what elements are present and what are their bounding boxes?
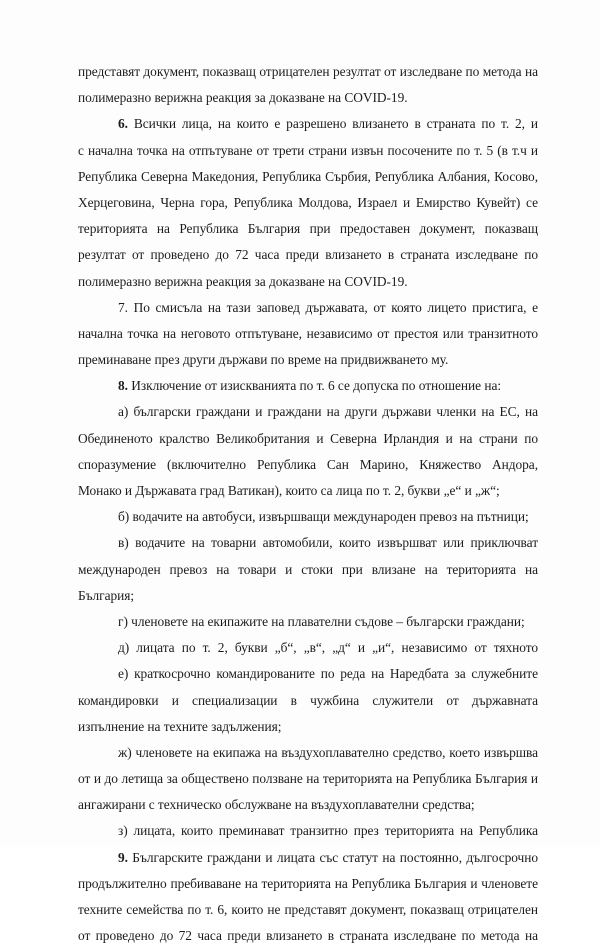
line-text: с начална точка на отпътуване от трети страни извън посочените по т. 5 (в т.ч и [78, 142, 538, 158]
line-text: г) членовете на екипажите на плавателни съдове – български граждани; [118, 613, 525, 629]
text-line [78, 504, 538, 530]
line-text: з) лицата, които преминават транзитно през територията на Република [118, 823, 538, 839]
text-line [78, 583, 538, 609]
line-text: Херцеговина, Черна гора, Република Молдова, Израел и Емирство Кувейт) се [78, 194, 538, 210]
line-text: в) водачите на товарни автомобили, които извършват или приключват [118, 535, 538, 551]
paragraph-number: 7. [118, 299, 128, 315]
text-line [78, 635, 538, 661]
text-line [78, 897, 538, 923]
text-line [78, 373, 538, 399]
text-line [78, 399, 538, 425]
text-line [78, 216, 538, 242]
text-line [78, 478, 538, 504]
line-text: б) водачите на автобуси, извършващи международен превоз на пътници; [118, 509, 529, 525]
text-line [78, 661, 538, 687]
line-text: полимеразно верижна реакция за доказване на COVID-19. [78, 273, 408, 289]
line-text: ж) членовете на екипажа на въздухоплавателно средство, което извършва [118, 744, 538, 760]
text-line [78, 59, 538, 85]
line-text: командировки и специализации в чужбина служители от държавната [78, 692, 538, 708]
text-line [78, 85, 538, 111]
text-line [78, 688, 538, 714]
line-text: а) български граждани и граждани на други държави членки на ЕС, на [118, 404, 538, 420]
text-line [78, 792, 538, 818]
line-text: Обединеното кралство Великобритания и Северна Ирландия и на страни по [78, 430, 538, 446]
text-line [78, 295, 538, 321]
document-body [78, 59, 538, 949]
text-line [78, 609, 538, 635]
text-line [78, 452, 538, 478]
text-line [78, 923, 538, 949]
text-line [78, 845, 538, 871]
line-text: от проведено до 72 часа преди влизането в страната изследване по метода на [78, 928, 538, 944]
line-text: споразумение (включително Република Сан Марино, Княжество Андора, [78, 456, 538, 472]
line-text: полимеразно верижна реакция за доказване на COVID-19. [78, 90, 408, 106]
text-line [78, 557, 538, 583]
text-line [78, 138, 538, 164]
paragraph-number: 9. [118, 849, 128, 865]
line-text: изпълнение на техните задължения; [78, 718, 282, 734]
text-line [78, 242, 538, 268]
text-line [78, 269, 538, 295]
line-text: Република Северна Македония, Република Сърбия, Република Албания, Косово, [78, 168, 538, 184]
line-text: територията на Република България при предоставен документ, показващ [78, 221, 538, 237]
line-text: България; [78, 587, 135, 603]
line-text: ангажирани с техническо обслужване на въздухоплавателни средства; [78, 797, 475, 813]
text-line [78, 111, 538, 137]
line-text: международен превоз на товари и стоки при влизане на територията на [78, 561, 538, 577]
text-line [78, 426, 538, 452]
line-text: от и до летища за обществено ползване на територията на Република България и [78, 771, 538, 787]
line-text: Всички лица, на които е разрешено влизането в страната по т. 2, и [133, 116, 538, 132]
paragraph-number: 8. [118, 378, 128, 394]
line-text: Монако и Държавата град Ватикан), които са лица по т. 2, букви „е“ и „ж“; [78, 483, 500, 498]
line-text: резултат от проведено до 72 часа преди влизането в страната изследване по [78, 247, 538, 263]
text-line [78, 347, 538, 373]
text-line [78, 164, 538, 190]
text-line [78, 714, 538, 740]
line-text: По смисъла на тази заповед държавата, от която лицето пристига, е [133, 299, 538, 315]
paragraph-number: 6. [118, 116, 128, 132]
line-text: е) краткосрочно командированите по реда на Наредбата за служебните [118, 666, 538, 682]
line-text: Българските граждани и лицата със статут на постоянно, дългосрочно [132, 849, 538, 865]
text-line [78, 740, 538, 766]
text-line [78, 190, 538, 216]
line-text: Изключение от изискванията по т. 6 се допуска по отношение на: [127, 378, 502, 394]
line-text: преминаване през други държави по време на придвижването му. [78, 352, 449, 368]
line-text: начална точка на неговото отпътуване, независимо от престоя или транзитното [78, 325, 538, 341]
text-line [78, 766, 538, 792]
line-text: д) лицата по т. 2, букви „б“, „в“, „д“ и „и“, независимо от тяхното [118, 640, 538, 656]
line-text: техните семейства по т. 6, които не представят документ, показващ отрицателен [78, 902, 538, 917]
text-line [78, 871, 538, 897]
text-line [78, 818, 538, 844]
text-line [78, 321, 538, 347]
text-line [78, 530, 538, 556]
line-text: представят документ, показващ отрицателен резултат от изследване по метода на [78, 64, 538, 79]
line-text: продължително пребиваване на територията на Република България и членовете [78, 875, 538, 891]
